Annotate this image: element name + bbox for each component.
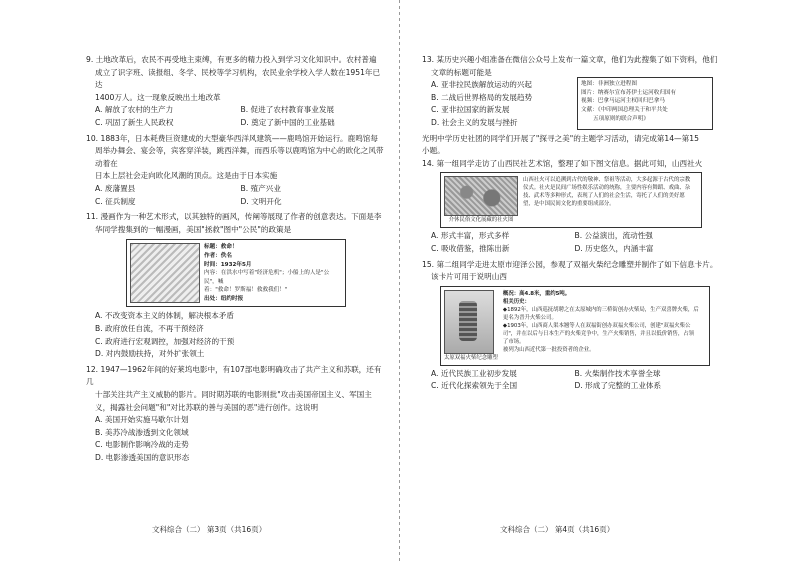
q12-option-b[interactable]: B. 美苏冷战渗透到文化领域 bbox=[95, 427, 189, 437]
q13-option-d[interactable]: D. 社会主义的发展与挫折 bbox=[431, 117, 518, 127]
section-intro: 光明中学历史社团的同学们开展了"探寻之美"的主题学习活动，请完成第14—第15 bbox=[422, 133, 699, 143]
cartoon-content-2: 着："救命！罗斯福！救救我们！" bbox=[204, 287, 288, 294]
q11-stem-1: 11. 漫画作为一种艺术形式，以其独特的画风，传阐等展现了作者的创意表达。下面是李 bbox=[86, 212, 382, 222]
cartoon-time: 时间：1932年5月 bbox=[204, 261, 252, 268]
monument-caption: 太原双福火柴纪念雕塑 bbox=[444, 354, 498, 361]
cartoon-source: 出处：纽约时报 bbox=[204, 295, 244, 302]
q10-option-b[interactable]: B. 殖产兴业 bbox=[240, 183, 281, 193]
question-9 bbox=[86, 54, 386, 130]
q13-material-doc-2: 五项原则的联合声明》 bbox=[593, 115, 649, 122]
q9-option-c[interactable]: C. 巩固了新生人民政权 bbox=[95, 117, 174, 127]
q13-material-map: 地图：非洲独立进程图 bbox=[581, 81, 637, 88]
shehuo-text: 山西社火可以追溯到古代的敬神、祭祖等活动，大多起源于古代的宗教仪式。社火是民间广场性娱乐活动的统称，主要内容有舞蹈、戏曲、杂技、武术等多种形式，表现了人们的社会生活，寄托了人们的美好愿望，是中国民间文化的重要组成部分。 bbox=[523, 177, 691, 208]
q14-figure-box bbox=[440, 172, 702, 228]
cartoon-author: 作者：佚名 bbox=[204, 252, 232, 259]
q13-material-video: 视频：巴拿马运河主权回归巴拿马 bbox=[581, 98, 665, 105]
q13-option-c[interactable]: C. 亚非拉国家的新发展 bbox=[431, 105, 510, 115]
q12-option-a[interactable]: A. 美国开始实施马歇尔计划 bbox=[95, 415, 189, 425]
q13-material-doc-1: 文献：《中印两国总理关于和平共处 bbox=[581, 106, 668, 113]
q9-option-b[interactable]: B. 促进了农村教育事业发展 bbox=[240, 105, 335, 115]
q15-option-c[interactable]: C. 近代化探索领先于全国 bbox=[431, 381, 518, 391]
q10-stem-1: 10. 1883年，日本耗费巨资建成的大型豪华西洋风建筑——鹿鸣馆开始运行。鹿鸣馆每 bbox=[86, 133, 378, 143]
q9-stem-2: 成立了识字班、读报组、冬学、民校等学习机构，农民业余学校入学人数在1951年已达 bbox=[95, 67, 381, 90]
q10-stem-2: 周举办舞会、宴会等，宾客穿洋装，跳西洋舞，而西乐等以鹿鸣馆为中心的欧化之风带动着在 bbox=[95, 146, 384, 168]
q14-stem-1: 14. 第一组同学走访了山西民社艺术馆，整理了如下图文信息。据此可知，山西社火 bbox=[422, 158, 703, 168]
q15-option-a[interactable]: A. 近代民族工业初步发展 bbox=[431, 368, 517, 378]
cartoon-content-1: 内容：在洪水中写着"经济危机"；小船上的人是"公民"，喊 bbox=[204, 270, 330, 285]
question-10 bbox=[86, 133, 386, 209]
q10-option-c[interactable]: C. 征兵制度 bbox=[95, 196, 136, 206]
cartoon-image bbox=[130, 243, 200, 303]
left-column bbox=[86, 54, 386, 465]
q11-option-c[interactable]: C. 政府进行宏观调控，加强对经济的干预 bbox=[95, 336, 235, 346]
card-overview: 概况：高4.8米，重约5吨。 bbox=[502, 290, 571, 297]
q10-stem-3: 日本上层社会走向欧化风潮的顶点。这是由于日本实施 bbox=[95, 171, 278, 181]
q15-stem-2: 该卡片可用于说明山西 bbox=[431, 272, 507, 282]
card-history-1903: ◆1903年，山西商人渠本翘等人在双福街创办双福火柴公司，创建"双福火柴公司"，并在以后与日本生产的火柴竞争中，生产火柴销售，并且以低价销售，占领了市场。 bbox=[502, 322, 695, 345]
q13-option-a[interactable]: A. 亚非拉民族解放运动的兴起 bbox=[431, 80, 533, 90]
card-history-label: 相关历史： bbox=[502, 298, 530, 305]
question-12 bbox=[86, 364, 386, 465]
q13-option-b[interactable]: B. 二战后世界格局的发展趋势 bbox=[431, 92, 533, 102]
q9-stem-1: 9. 土地改革后，农民不再受地主束缚，有更多的精力投入到学习文化知识中。农村普遍 bbox=[86, 55, 377, 64]
q13-stem-2: 文章的标题可能是 bbox=[431, 67, 492, 77]
q9-option-d[interactable]: D. 奠定了新中国的工业基础 bbox=[240, 117, 335, 127]
q14-option-b[interactable]: B. 公益演出，流动性强 bbox=[574, 231, 653, 241]
q9-option-a[interactable]: A. 解放了农村的生产力 bbox=[95, 105, 174, 115]
q15-option-b[interactable]: B. 火柴制作技术享誉全球 bbox=[574, 368, 661, 378]
q13-stem-1: 13. 某历史兴趣小组准备在微信公众号上发布一篇文章，他们为此搜集了如下资料，他们 bbox=[422, 55, 718, 64]
shehuo-caption: 介休民俗文化展藏的社火图 bbox=[448, 217, 514, 224]
question-11 bbox=[86, 211, 386, 361]
q14-option-a[interactable]: A. 形式丰富，形式多样 bbox=[431, 231, 510, 241]
card-history-1892: ◆1892年，山西巡抚胡聘之在太原城内的三桥街创办火柴局，生产双喜牌火柴，后更名为晋升火柴公司。 bbox=[502, 306, 699, 321]
q11-stem-2: 华同学搜集到的一幅漫画，美国"拯救"图中"公民"的政策是 bbox=[95, 224, 292, 234]
right-page bbox=[400, 0, 794, 562]
q13-material-picture: 图片：纳赛尔宣布苏伊士运河收归国有 bbox=[581, 89, 677, 96]
question-14 bbox=[422, 158, 718, 256]
q15-info-card bbox=[440, 286, 710, 366]
q15-stem-1: 15. 第二组同学走进太原市迎泽公园，参观了双福火柴纪念雕塑并制作了如下信息卡片。 bbox=[422, 259, 718, 269]
q12-option-d[interactable]: D. 电影渗透美国的意识形态 bbox=[95, 453, 190, 462]
cartoon-title: 标题：救命！ bbox=[204, 244, 238, 251]
q10-option-a[interactable]: A. 废藩置县 bbox=[95, 183, 136, 193]
q9-stem-3: 1400万人。这一现象反映出土地改革 bbox=[95, 92, 221, 102]
section-intro-2: 小题。 bbox=[422, 146, 445, 156]
card-history-note: 被列为山西近代第一批投资者的企业。 bbox=[502, 346, 595, 353]
left-page-footer: 文科综合（二） 第3页（共16页） bbox=[152, 525, 267, 534]
q11-option-a[interactable]: A. 不改变资本主义的体制，解决根本矛盾 bbox=[95, 311, 234, 321]
question-15 bbox=[422, 259, 718, 393]
right-page-footer: 文科综合（二） 第4页（共16页） bbox=[500, 525, 615, 534]
q10-option-d[interactable]: D. 文明开化 bbox=[240, 196, 282, 206]
q14-option-d[interactable]: D. 历史悠久，内涵丰富 bbox=[574, 243, 654, 253]
q12-stem-1: 12. 1947—1962年间的好莱坞电影中，有107部电影明确攻击了共产主义和苏联，还有几 bbox=[86, 364, 382, 387]
q11-option-d[interactable]: D. 对内鼓励扶持，对外扩张领土 bbox=[95, 349, 205, 359]
question-13 bbox=[422, 54, 718, 130]
monument-image bbox=[444, 290, 494, 354]
q11-option-b[interactable]: B. 政府放任自流，不再干预经济 bbox=[95, 324, 204, 334]
q12-stem-2: 十部关注共产主义威胁的影片。同时期苏联的电影则批"攻击美国帝国主义、军国主 bbox=[95, 390, 372, 400]
q14-option-c[interactable]: C. 吸收借鉴，推陈出新 bbox=[431, 243, 510, 253]
q13-materials-box bbox=[577, 77, 713, 129]
q12-stem-3: 义，揭露社会问题"和"对比苏联的善与美国的恶"进行创作。这说明 bbox=[95, 402, 319, 412]
q15-option-d[interactable]: D. 形成了完整的工业体系 bbox=[574, 381, 662, 391]
cartoon-info-box bbox=[126, 239, 346, 307]
shehuo-image bbox=[444, 176, 518, 216]
right-column bbox=[422, 54, 718, 393]
q12-option-c[interactable]: C. 电影制作影响冷战的走势 bbox=[95, 440, 189, 450]
